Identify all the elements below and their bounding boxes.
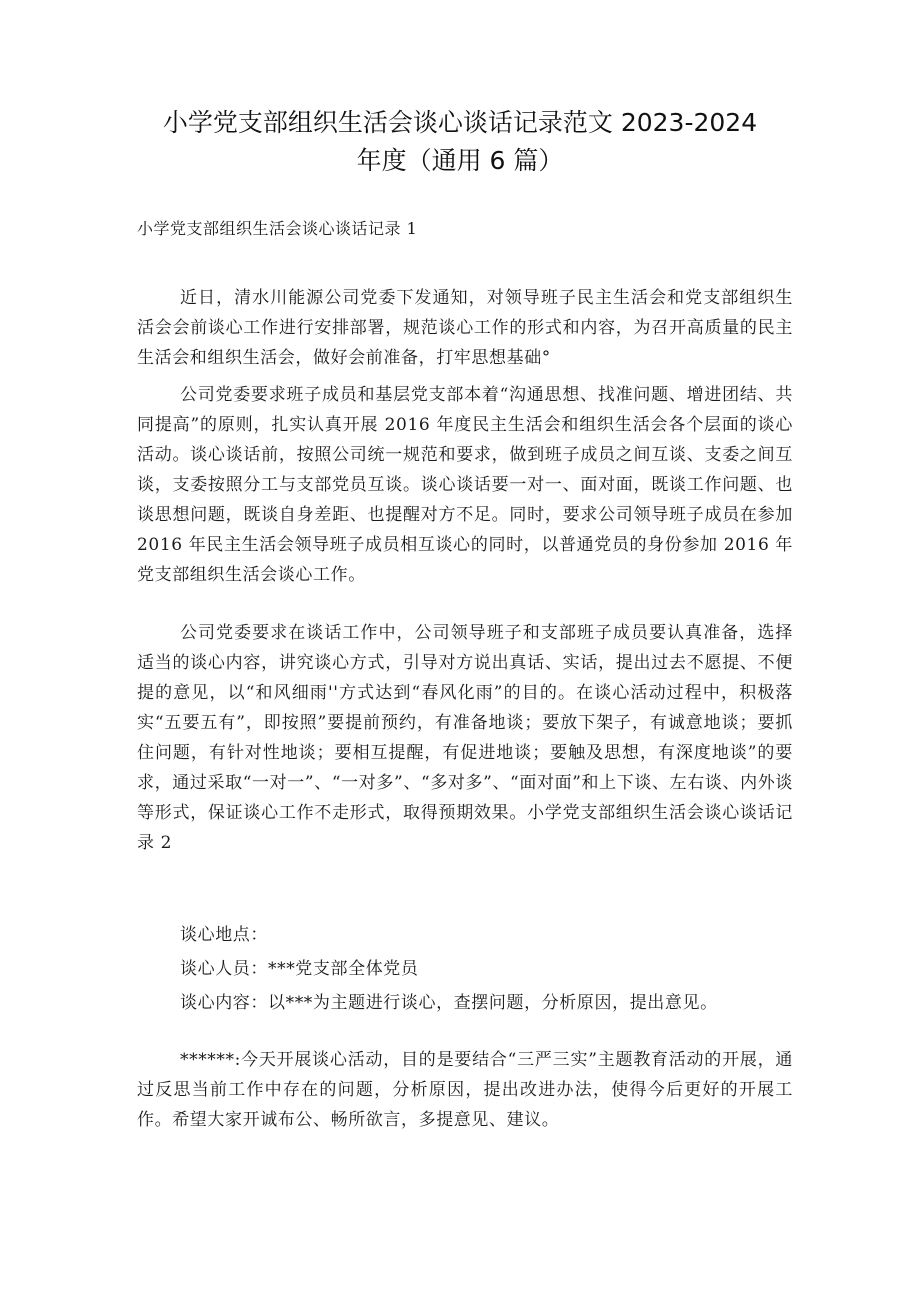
section-subtitle: 小学党支部组织生活会谈心谈话记录 1 (137, 219, 418, 238)
paragraph-1: 近日，清水川能源公司党委下发通知，对领导班子民主生活会和党支部组织生活会会前谈心工作进行安排部署，规范谈心工作的形式和内容，为召开高质量的民主生活会和组织生活会，做好会前准备，打牢思想基础° (137, 288, 793, 368)
closing-paragraph: ******:今天开展谈心活动，目的是要结合“三严三实”主题教育活动的开展，通过反思当前工作中存在的问题，分析原因，提出改进办法，使得今后更好的开展工作。希望大家开诚布公、畅所欲言，多提意见、建议。 (137, 1050, 793, 1130)
paragraph-3: 公司党委要求在谈话工作中，公司领导班子和支部班子成员要认真准备，选择适当的谈心内容，讲究谈心方式，引导对方说出真话、实话，提出过去不愿提、不便提的意见，以“和风细雨''方式达到“春风化雨”的目的。在谈心活动过程中，积极落实“五要五有”，即按照”要提前预约，有准备地谈；要放下架子，有诚意地谈；要抓住问题，有针对性地谈；要相互提醒，有促进地谈；要触及思想，有深度地谈”的要求，通过采取“一对一”、“一对多”、“多对多”、“面对面”和上下谈、左右谈、内外谈等形式，保证谈心工作不走形式，取得预期效果。小学党支部组织生活会谈心谈话记录 2 (137, 623, 793, 853)
meeting-content: 谈心内容：以***为主题进行谈心，查摆问题，分析原因，提出意见。 (180, 993, 718, 1013)
meeting-people: 谈心人员：***党支部全体党员 (180, 959, 419, 979)
document-title-line-2: 年度（通用 6 篇） (356, 146, 564, 175)
meeting-place: 谈心地点： (180, 925, 268, 945)
document-title-line-1: 小学党支部组织生活会谈心谈话记录范文 2023-2024 (162, 108, 758, 137)
paragraph-2: 公司党委要求班子成员和基层党支部本着“沟通思想、找准问题、增进团结、共同提高”的原则，扎实认真开展 2016 年度民主生活会和组织生活会各个层面的谈心活动。谈心谈话前，按照公司统一规范和要求，做到班子成员之间互谈、支委之间互谈，支委按照分工与支部党员互谈。谈心谈话要一对一、面对面，既谈工作问题、也谈思想问题，既谈自身差距、也提醒对方不足。同时，要求公司领导班子成员在参加 2016 年民主生活会领导班子成员相互谈心的同时，以普通党员的身份参加 2016 年党支部组织生活会谈心工作。 (137, 385, 793, 585)
